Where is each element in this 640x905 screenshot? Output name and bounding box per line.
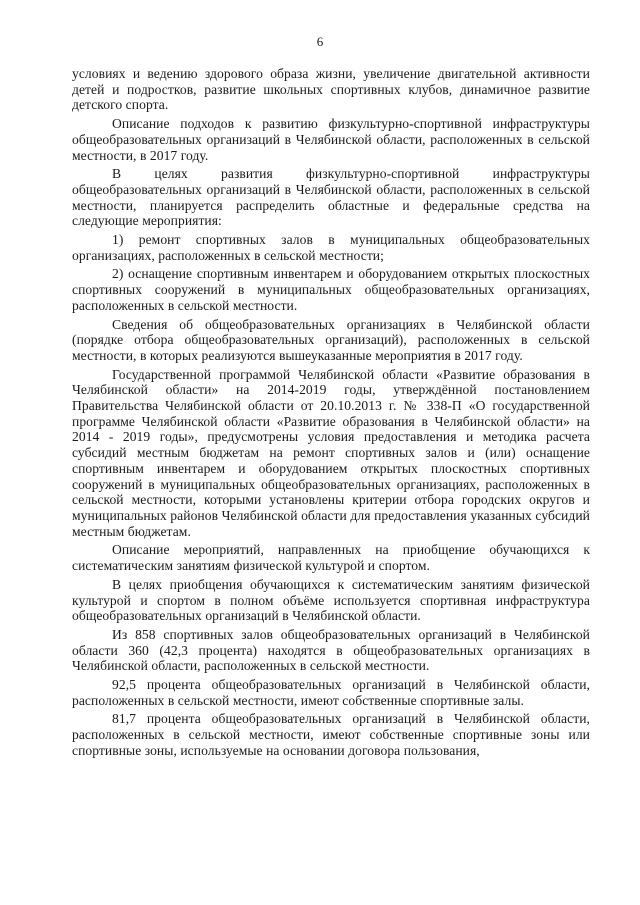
paragraph-infrastructure-usage: В целях приобщения обучающихся к систематическим занятиям физической культурой и спортом в полном объёме используется спортивная инфраструктура общеобразовательных организаций в Челябинской области. [72,576,590,624]
paragraph-sport-zones-percent: 81,7 процента общеобразовательных организаций в Челябинской области, расположенных в сельской местности, имеют собственные спортивные зоны или спортивные зоны, используемые на основании договора пользования, [72,711,590,758]
paragraph-section-heading-selection: Сведения об общеобразовательных организациях в Челябинской области (порядке отбора общеобразовательных организаций), расположенных в сельской местности, в которых реализуются вышеуказанные мероприятия в 2017 году. [72,316,590,363]
page-number: 6 [316,34,324,49]
paragraph-sport-halls-count: Из 858 спортивных залов общеобразовательных организаций в Челябинской области 360 (42,3 процента) находятся в общеобразовательных организациях в Челябинской области, расположенных в сельской местности. [72,626,590,674]
paragraph-funding-plan: В целях развития физкультурно-спортивной инфраструктуры общеобразовательных организаций в Челябинской области, расположенных в сельской местности, планируется распределить областные и федеральные средства на следующие мероприятия: [72,166,590,229]
paragraph-continuation: условиях и ведению здорового образа жизни, увеличение двигательной активности детей и подростков, развитие школьных спортивных клубов, динамичное развитие детского спорта. [72,66,590,113]
paragraph-section-heading-activities: Описание мероприятий, направленных на приобщение обучающихся к систематическим занятиям физической культурой и спортом. [72,542,590,574]
paragraph-section-heading-infrastructure: Описание подходов к развитию физкультурно-спортивной инфраструктуры общеобразовательных организаций в Челябинской области, расположенных в сельской местности, в 2017 году. [72,116,590,163]
paragraph-own-halls-percent: 92,5 процента общеобразовательных организаций в Челябинской области, расположенных в сельской местности, имеют собственные спортивные залы. [72,677,590,708]
paragraph-list-item-2: 2) оснащение спортивным инвентарем и оборудованием открытых плоскостных спортивных сооружений в муниципальных общеобразовательных организациях, расположенных в сельской местности. [72,266,590,313]
document-body [72,66,590,762]
paragraph-state-program: Государственной программой Челябинской области «Развитие образования в Челябинской области» на 2014-2019 годы, утверждённой постановлением Правительства Челябинской области от 20.10.2013 г. № 338-П «О государственной программе Челябинской области «Развитие образования в Челябинской области» на 2014 - 2019 годы», предусмотрены условия предоставления и методика расчета субсидий местным бюджетам на ремонт спортивных залов и (или) оснащение спортивным инвентарем и оборудованием открытых плоскостных спортивных сооружений в муниципальных общеобразовательных организациях, расположенных в сельской местности, которыми установлены критерии отбора городских округов и муниципальных районов Челябинской области для предоставления указанных субсидий местным бюджетам. [72,366,590,539]
paragraph-list-item-1: 1) ремонт спортивных залов в муниципальных общеобразовательных организациях, расположенных в сельской местности; [72,232,590,263]
